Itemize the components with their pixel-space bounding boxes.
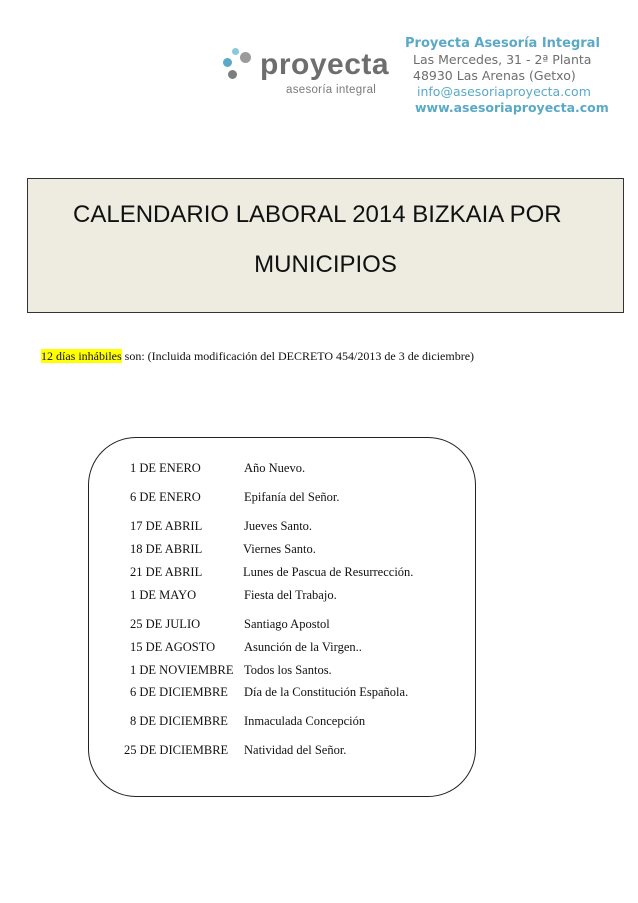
logo-dots-icon (222, 46, 262, 102)
page-title-line-2: MUNICIPIOS (254, 251, 397, 278)
email-link[interactable]: info@asesoriaproyecta.com (417, 84, 591, 99)
holiday-name: Lunes de Pascua de Resurrección. (243, 565, 414, 579)
holiday-name: Día de la Constitución Española. (244, 685, 409, 699)
holiday-date: 8 DE DICIEMBRE (130, 714, 228, 728)
intro-highlight: 12 días inhábiles (41, 349, 122, 363)
holiday-date: 1 DE NOVIEMBRE (130, 663, 234, 677)
holiday-name: Santiago Apostol (244, 617, 330, 631)
address-line-2: 48930 Las Arenas (Getxo) (413, 68, 576, 83)
holiday-date: 17 DE ABRIL (130, 519, 203, 533)
logo-tagline: asesoría integral (286, 84, 377, 96)
holiday-name: Viernes Santo. (243, 542, 316, 556)
holiday-date: 25 DE JULIO (130, 617, 201, 631)
holiday-name: Natividad del Señor. (244, 743, 347, 757)
website-link[interactable]: www.asesoriaproyecta.com (415, 100, 609, 115)
holiday-date: 1 DE MAYO (130, 588, 197, 602)
holiday-date: 15 DE AGOSTO (130, 640, 216, 654)
logo-wordmark: proyecta (260, 48, 390, 81)
address-line-1: Las Mercedes, 31 - 2ª Planta (413, 52, 592, 67)
holiday-date: 1 DE ENERO (130, 461, 201, 475)
intro-rest: son: (Incluida modificación del DECRETO 454/2013 de 3 de diciembre) (121, 349, 475, 363)
holiday-date: 21 DE ABRIL (130, 565, 203, 579)
intro-text (41, 349, 474, 364)
holiday-name: Todos los Santos. (244, 663, 332, 677)
holiday-date: 25 DE DICIEMBRE (124, 743, 229, 757)
proyecta-logo (222, 46, 390, 102)
holiday-name: Epifanía del Señor. (244, 490, 340, 504)
holiday-name: Inmaculada Concepción (244, 714, 366, 728)
holiday-date: 6 DE ENERO (130, 490, 201, 504)
holiday-date: 6 DE DICIEMBRE (130, 685, 228, 699)
title-box (27, 178, 624, 313)
holiday-name: Jueves Santo. (244, 519, 313, 533)
company-name: Proyecta Asesoría Integral (405, 36, 600, 51)
holiday-name: Asunción de la Virgen.. (244, 640, 362, 654)
holiday-name: Fiesta del Trabajo. (244, 588, 337, 602)
page-title-line-1: CALENDARIO LABORAL 2014 BIZKAIA POR (73, 201, 562, 228)
holiday-date: 18 DE ABRIL (130, 542, 203, 556)
contact-block (405, 36, 609, 116)
holiday-name: Año Nuevo. (244, 461, 306, 475)
